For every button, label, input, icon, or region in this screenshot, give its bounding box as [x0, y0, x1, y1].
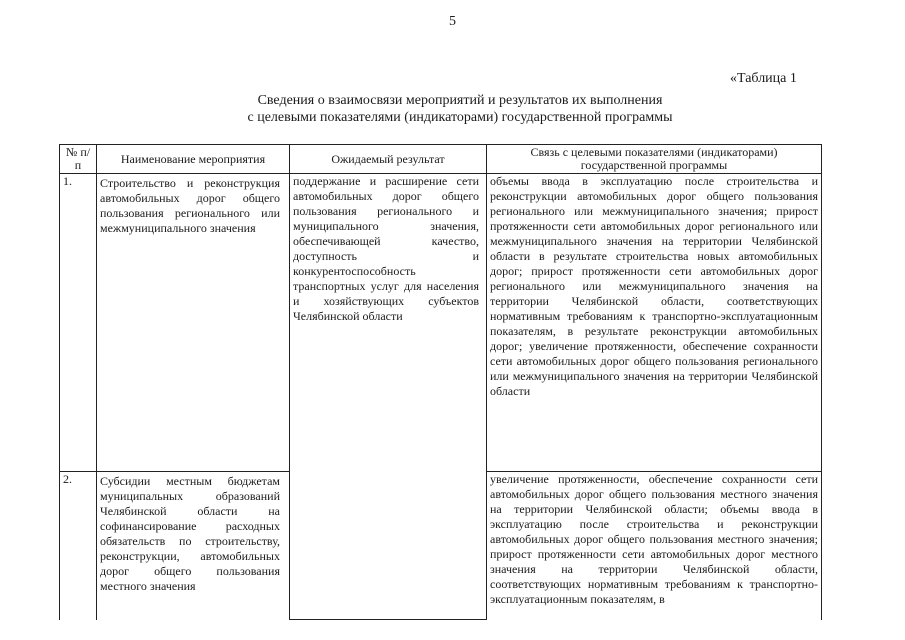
title-line-2: с целевыми показателями (индикаторами) государственной программы	[247, 110, 673, 125]
row-result: поддержание и расширение сети автомобильных дорог общего пользования регионального и муниципального значения, обеспечивающей качество, доступность и конкурентоспособность транспортных услуг для населения и хозяйствующих субъектов Челябинской области	[293, 174, 479, 323]
page-number: 5	[449, 14, 456, 29]
table-row	[60, 174, 822, 472]
header-result: Ожидаемый результат	[290, 145, 487, 174]
row-name: Строительство и реконструкция автомобильных дорог общего пользования регионального или межмуниципального значения	[100, 176, 280, 235]
document-title	[110, 92, 810, 126]
row-connection: объемы ввода в эксплуатацию после строительства и реконструкции автомобильных дорог общего пользования регионального или межмуниципального значения; прирост протяженности сети автомобильных дорог регионального или межмуниципального значения на территории Челябинской области в результате строительства новых автомобильных дорог; прирост протяженности сети автомобильных дорог регионального или межмуниципального значения на территории Челябинской области, соответствующих нормативным требованиям к транспортно-эксплуатационным показателям, в результате реконструкции автомобильных дорог; увеличение протяженности, обеспечение сохранности сети автомобильных дорог общего пользования регионального или межмуниципального значения на территории Челябинской области	[490, 174, 818, 398]
row-name-cell	[97, 472, 290, 620]
row-connection: увеличение протяженности, обеспечение сохранности сети автомобильных дорог общего пользования местного значения на территории Челябинской области; объемы ввода в эксплуатацию после строительства и реконструкции автомобильных дорог общего пользования местного значения; прирост протяженности сети автомобильных дорог местного значения на территории Челябинской области, соответствующих нормативным требованиям к транспортно-эксплуатационным показателям, в	[490, 472, 818, 606]
row-connection-cell	[487, 174, 822, 472]
table-label: «Таблица 1	[730, 71, 797, 86]
table-header-row	[60, 145, 822, 174]
row-name-cell	[97, 174, 290, 472]
row-num: 2.	[60, 472, 97, 620]
row-result-cell	[290, 174, 487, 620]
header-connection: Связь с целевыми показателями (индикаторами) государственной программы	[487, 145, 822, 174]
measures-table	[59, 144, 822, 620]
header-num: № п/п	[60, 145, 97, 174]
row-name: Субсидии местным бюджетам муниципальных образований Челябинской области на софинансирование расходных обязательств по строительству, реконструкции, автомобильных дорог общего пользования местного значения	[100, 474, 280, 593]
row-connection-cell	[487, 472, 822, 620]
row-num: 1.	[60, 174, 97, 472]
header-name: Наименование мероприятия	[97, 145, 290, 174]
title-line-1: Сведения о взаимосвязи мероприятий и результатов их выполнения	[257, 93, 663, 108]
